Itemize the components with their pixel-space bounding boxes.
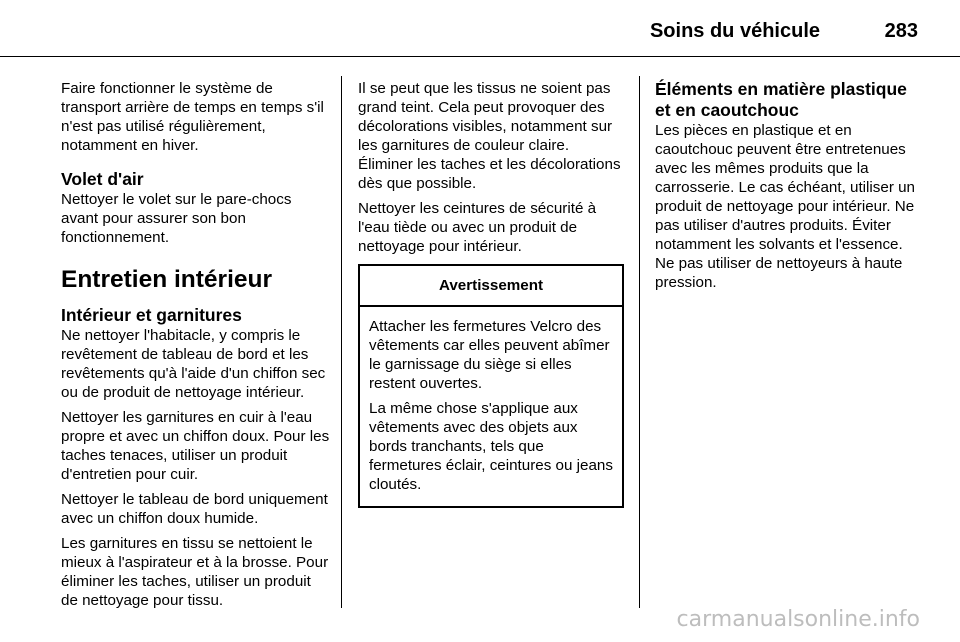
running-header-title: Soins du véhicule xyxy=(649,20,820,42)
plastics-paragraph: Les pièces en plastique et en caoutchouc peuvent être entretenues avec les mêmes produits que la carrosserie. Le cas échéant, utiliser un produit de nettoyage pour intérieur. Ne pas utiliser d'autres produits. Éviter notamment les solvants et l'essence. Ne pas utiliser de nettoyeurs à haute pression. xyxy=(655,122,916,291)
page-number: 283 xyxy=(884,20,918,42)
sub-heading: Intérieur et garnitures xyxy=(61,305,242,325)
paragraph-leather: Nettoyer les garnitures en cuir à l'eau propre et avec un chiffon doux. Pour les taches tenaces, utiliser un produit d'entretien pour cuir. xyxy=(61,409,330,483)
plastics-heading: Éléments en matière plastique et en caoutchouc xyxy=(655,79,907,120)
column-divider-left xyxy=(341,76,342,608)
volet-heading: Volet d'air xyxy=(61,169,144,189)
column-left xyxy=(61,79,331,616)
volet-paragraph: Nettoyer le volet sur le pare-chocs avant pour assurer son bon fonctionnement. xyxy=(61,191,292,246)
warning-paragraph-velcro: Attacher les fermetures Velcro des vêtements car elles peuvent abîmer le garnissage du siège si elles restent ouvertes. xyxy=(369,318,610,392)
column-divider-right xyxy=(639,76,640,608)
warning-box xyxy=(358,264,624,508)
warning-title: Avertissement xyxy=(360,266,622,307)
paragraph-seatbelts: Nettoyer les ceintures de sécurité à l'eau tiède ou avec un produit de nettoyage pour intérieur. xyxy=(358,200,597,255)
warning-paragraph-sharp: La même chose s'applique aux vêtements avec des objets aux bords tranchants, tels que fermetures éclair, ceintures ou jeans cloutés. xyxy=(369,400,613,493)
warning-body xyxy=(360,307,622,506)
watermark-link[interactable]: carmanualsonline.info xyxy=(676,607,920,632)
paragraph-cleaning: Ne nettoyer l'habitacle, y compris le revêtement de tableau de bord et les revêtements qu'à l'aide d'un chiffon sec ou de produit de nettoyage intérieur. xyxy=(61,327,326,401)
section-heading: Entretien intérieur xyxy=(61,266,273,293)
column-middle xyxy=(358,79,624,508)
column-right xyxy=(655,79,925,298)
intro-paragraph: Faire fonctionner le système de transport arrière de temps en temps s'il n'est pas utilisé régulièrement, notamment en hiver. xyxy=(61,80,324,154)
paragraph-colorfast: Il se peut que les tissus ne soient pas grand teint. Cela peut provoquer des décolorations visibles, notamment sur les garnitures de couleur claire. Éliminer les taches et les décolorations dès que possible. xyxy=(358,80,621,192)
paragraph-fabric: Les garnitures en tissu se nettoient le mieux à l'aspirateur et à la brosse. Pour éliminer les taches, utiliser un produit de nettoyage pour tissu. xyxy=(61,535,329,609)
header-divider xyxy=(0,56,960,57)
paragraph-dashboard: Nettoyer le tableau de bord uniquement avec un chiffon doux humide. xyxy=(61,491,328,527)
